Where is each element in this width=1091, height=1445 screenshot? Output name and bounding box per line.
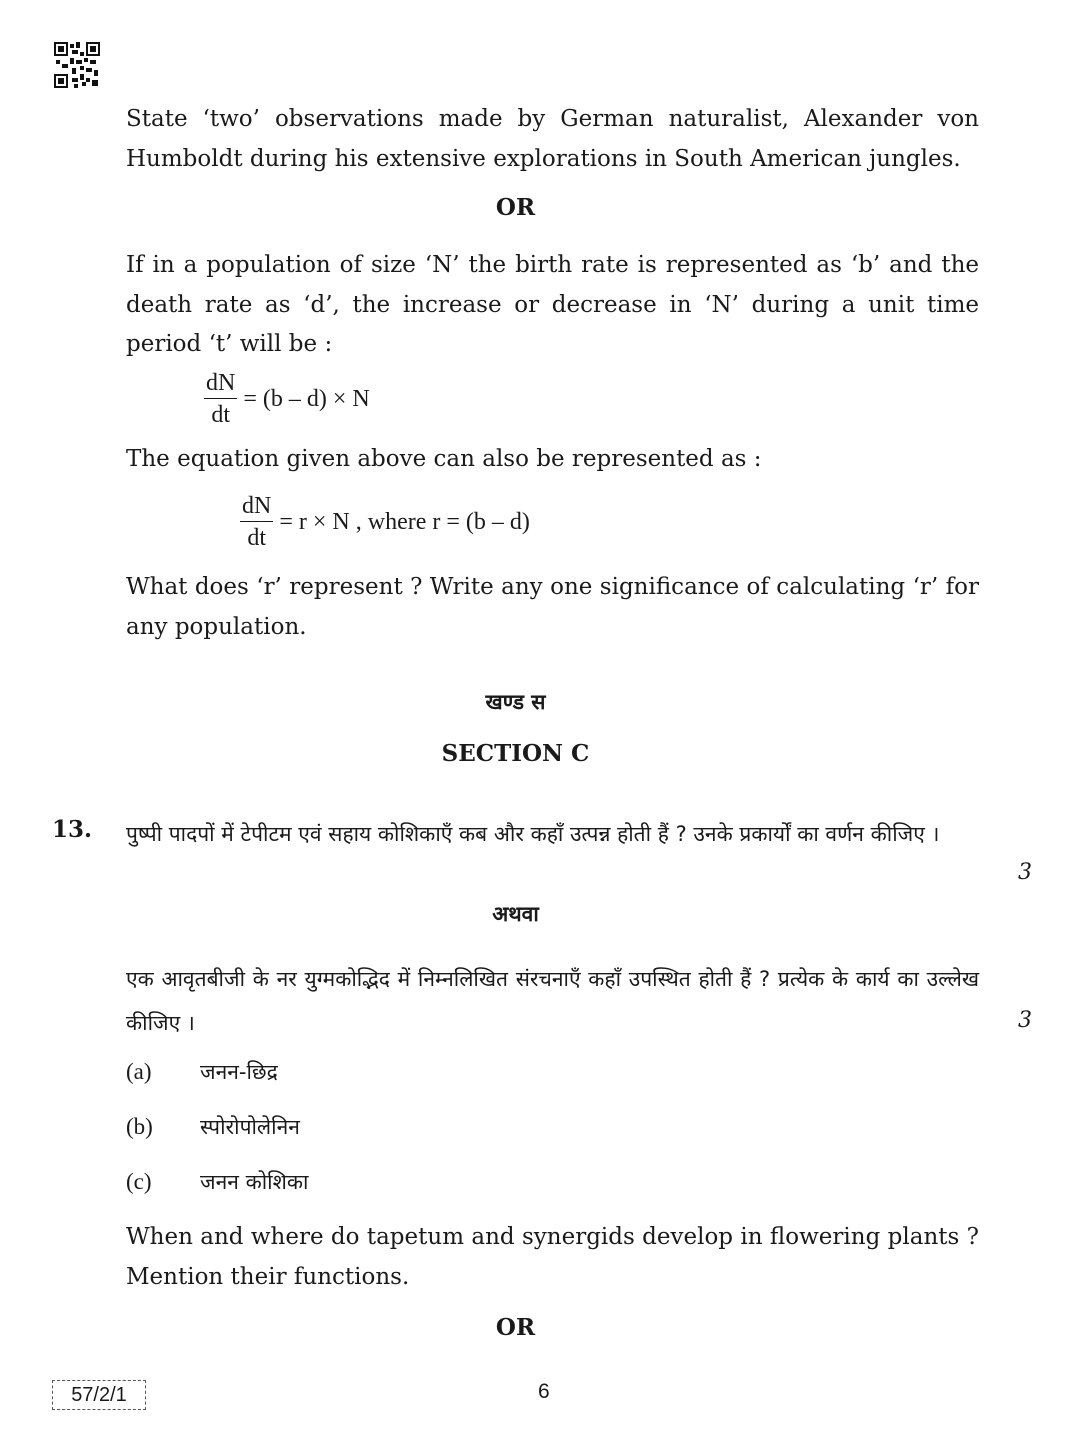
equation-1-denominator: dt	[211, 402, 230, 428]
q13-hindi-text: पुष्पी पादपों में टेपीटम एवं सहाय कोशिकाएँ कब और कहाँ उत्पन्न होती हैं ? उनके प्रकार्यों का वर्णन कीजिए ।	[126, 822, 940, 846]
equation-2-rhs: = r × N , where r = (b – d)	[279, 508, 530, 535]
equation-1-rhs: = (b – d) × N	[243, 385, 370, 412]
page-number: 6	[538, 1380, 550, 1403]
equation-2-numerator: dN	[240, 493, 273, 522]
option-label: (c)	[126, 1169, 152, 1194]
section-title-english: SECTION C	[441, 740, 590, 767]
option-b	[126, 1113, 300, 1141]
q12-population-text: If in a population of size ‘N’ the birth rate is represented as ‘b’ and the death rate as ‘d’, the increase or decrease in ‘N’ during a unit time period ‘t’ will be :	[126, 252, 979, 357]
option-text: जनन-छिद्र	[200, 1060, 278, 1084]
marks-1: 3	[1018, 860, 1032, 885]
question-number: 13.	[52, 816, 93, 843]
q12-observations-text: State ‘two’ observations made by German naturalist, Alexander von Humboldt during his extensive explorations in South American jungles.	[126, 106, 979, 172]
equation-2	[240, 493, 530, 551]
q13-english-text: When and where do tapetum and synergids develop in flowering plants ? Mention their functions.	[126, 1224, 979, 1290]
paper-code: 57/2/1	[52, 1380, 146, 1410]
option-text: जनन कोशिका	[200, 1170, 309, 1194]
equation-1	[204, 370, 370, 428]
option-c	[126, 1168, 308, 1196]
section-title-hindi: खण्ड स	[485, 690, 546, 714]
or-divider: OR	[495, 194, 536, 221]
equation-1-numerator: dN	[204, 370, 237, 399]
equation-2-denominator: dt	[247, 525, 266, 551]
or-divider-hindi: अथवा	[492, 902, 539, 926]
q12-equation-intro: The equation given above can also be represented as :	[126, 446, 762, 472]
option-a	[126, 1058, 278, 1086]
q13-hindi-alternative: एक आवृतबीजी के नर युग्मकोद्भिद में निम्नलिखित संरचनाएँ कहाँ उपस्थित होती हैं ? प्रत्येक के कार्य का उल्लेख कीजिए ।	[126, 967, 979, 1035]
option-label: (b)	[126, 1114, 153, 1139]
marks-2: 3	[1018, 1008, 1032, 1033]
option-label: (a)	[126, 1059, 152, 1084]
option-text: स्पोरोपोलेनिन	[200, 1115, 300, 1139]
q12-question-r: What does ‘r’ represent ? Write any one significance of calculating ‘r’ for any population.	[126, 574, 979, 640]
qr-code	[54, 42, 100, 88]
or-divider-2: OR	[495, 1314, 536, 1341]
